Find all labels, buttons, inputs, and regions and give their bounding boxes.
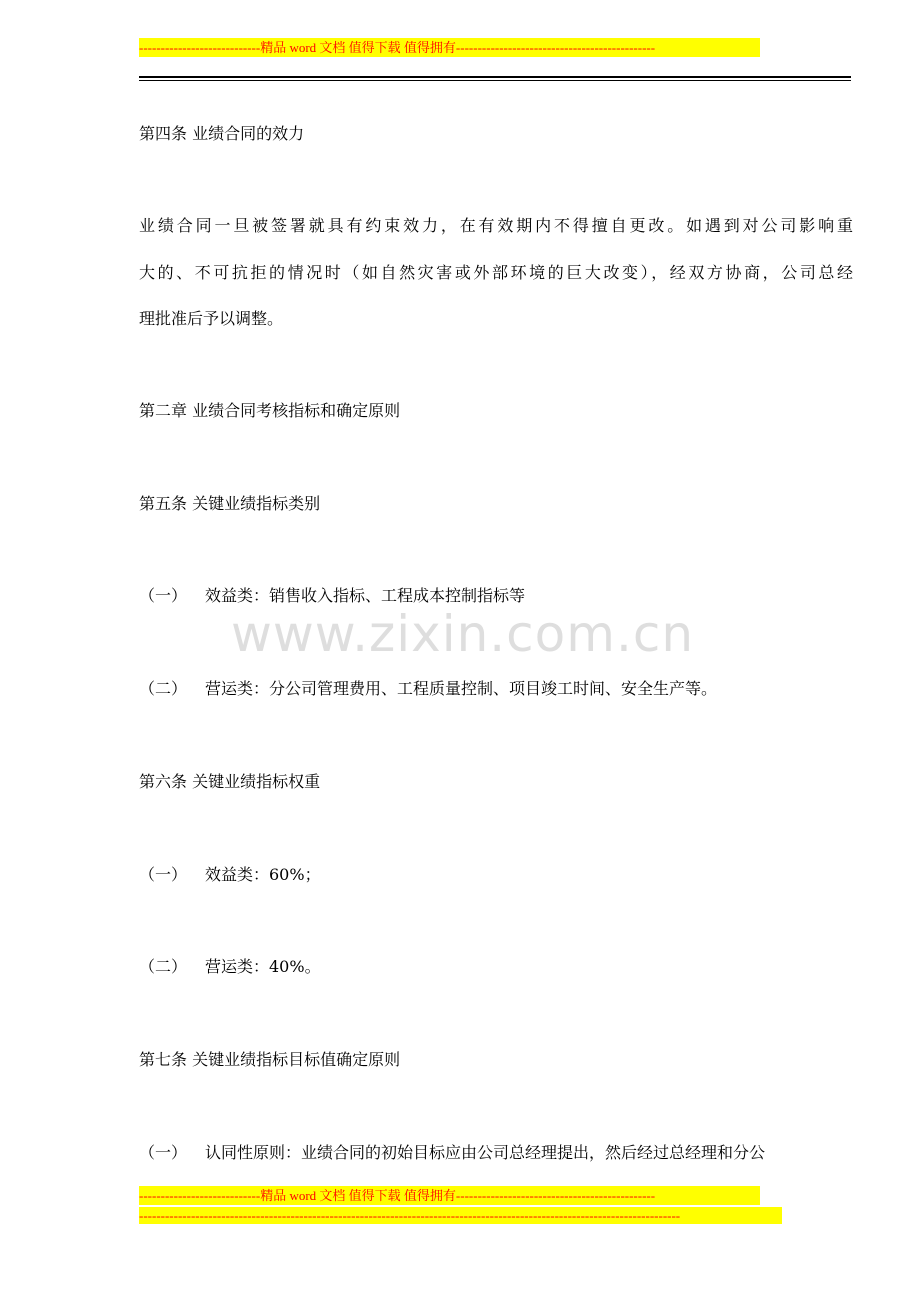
list-item-text: 营运类：分公司管理费用、工程质量控制、项目竣工时间、安全生产等。 — [205, 679, 718, 698]
article-5-title: 第五条 关键业绩指标类别 — [139, 494, 321, 513]
list-item-text: 营运类：40%。 — [205, 957, 321, 976]
list-marker: （一） — [139, 586, 188, 605]
list-marker: （一） — [139, 1143, 188, 1162]
article-4-para-line-1: 业绩合同一旦被签署就具有约束效力，在有效期内不得擅自更改。如遇到对公司影响重 — [139, 216, 853, 235]
article-7-title: 第七条 关键业绩指标目标值确定原则 — [139, 1050, 401, 1069]
article-4-para-line-2: 大的、不可抗拒的情况时（如自然灾害或外部环境的巨大改变），经双方协商，公司总经 — [139, 263, 853, 282]
list-marker: （一） — [139, 865, 188, 884]
article-4-title: 第四条 业绩合同的效力 — [139, 124, 305, 143]
article-5-item-2 — [139, 679, 717, 699]
header-banner: ----------------------------精品 word 文档 值得下载 值得拥有---------------------------------------------- — [139, 38, 760, 57]
article-7-item-1 — [139, 1143, 765, 1163]
header-double-rule — [139, 76, 851, 81]
article-4-para-line-3: 理批准后予以调整。 — [139, 309, 284, 328]
footer-dash-line: ----------------------------------------------------------------------------------------------------------------------------- — [139, 1207, 782, 1224]
list-marker: （二） — [139, 957, 188, 976]
list-marker: （二） — [139, 679, 188, 698]
footer-banner: ----------------------------精品 word 文档 值得下载 值得拥有---------------------------------------------- — [139, 1186, 760, 1205]
article-6-item-2 — [139, 957, 321, 977]
chapter-2-title: 第二章 业绩合同考核指标和确定原则 — [139, 401, 401, 420]
article-6-title: 第六条 关键业绩指标权重 — [139, 772, 321, 791]
article-5-item-1 — [139, 586, 525, 606]
list-item-text: 认同性原则：业绩合同的初始目标应由公司总经理提出，然后经过总经理和分公 — [205, 1143, 766, 1162]
article-6-item-1 — [139, 865, 321, 885]
list-item-text: 效益类：销售收入指标、工程成本控制指标等 — [205, 586, 526, 605]
site-watermark: www.zixin.com.cn — [231, 605, 695, 663]
list-item-text: 效益类：60%； — [205, 865, 321, 884]
